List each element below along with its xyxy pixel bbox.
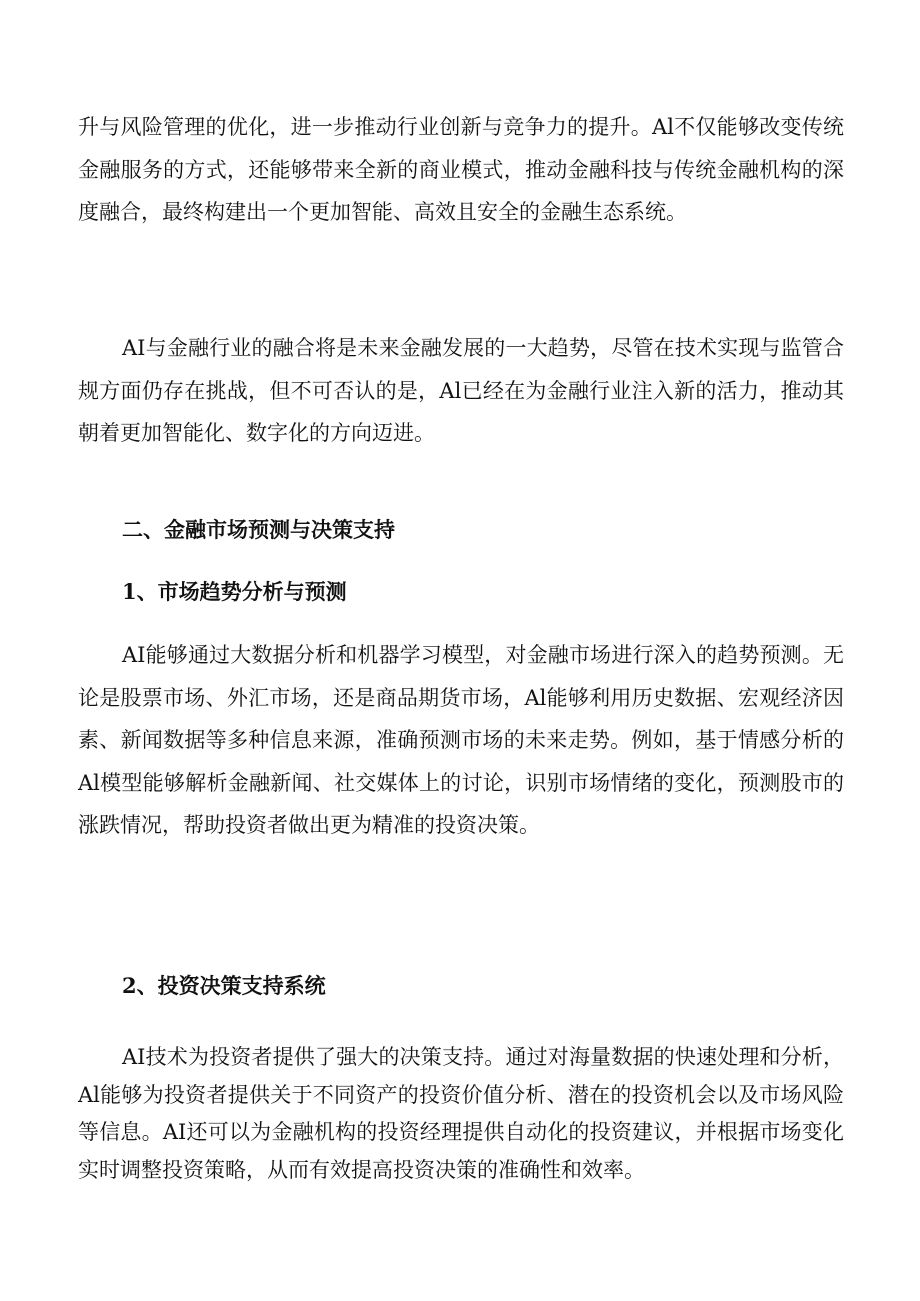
subheading-decision-support: 2、投资决策支持系统 (122, 973, 326, 998)
paragraph-ai-finance-ecosystem: 升与风险管理的优化，进一步推动行业创新与竞争力的提升。Al不仅能够改变传统金融服务的方式，还能够带来全新的商业模式，推动金融科技与传统金融机构的深度融合，最终构建出一个更加智能、高效且安全的金融生态系统。 (78, 115, 844, 224)
paragraph-ai-finance-trend: AI与金融行业的融合将是未来金融发展的一大趋势，尽管在技术实现与监管合规方面仍存在挑战，但不可否认的是，Al已经在为金融行业注入新的活力，推动其朝着更加智能化、数字化的方向迈进。 (78, 336, 844, 445)
section-heading-market-forecast: 二、金融市场预测与决策支持 (122, 517, 395, 542)
subheading-trend-analysis: 1、市场趋势分析与预测 (122, 579, 347, 604)
paragraph-trend-prediction: AI能够通过大数据分析和机器学习模型，对金融市场进行深入的趋势预测。无论是股票市场、外汇市场，还是商品期货市场，Al能够利用历史数据、宏观经济因素、新闻数据等多种信息来源，准确预测市场的未来走势。例如，基于情感分析的Al模型能够解析金融新闻、社交媒体上的讨论，识别市场情绪的变化，预测股市的涨跌情况，帮助投资者做出更为精准的投资决策。 (78, 643, 844, 837)
paragraph-decision-support: AI技术为投资者提供了强大的决策支持。通过对海量数据的快速处理和分析，Al能够为投资者提供关于不同资产的投资价值分析、潜在的投资机会以及市场风险等信息。AI还可以为金融机构的投资经理提供自动化的投资建议，并根据市场变化实时调整投资策略，从而有效提高投资决策的准确性和效率。 (78, 1045, 844, 1182)
